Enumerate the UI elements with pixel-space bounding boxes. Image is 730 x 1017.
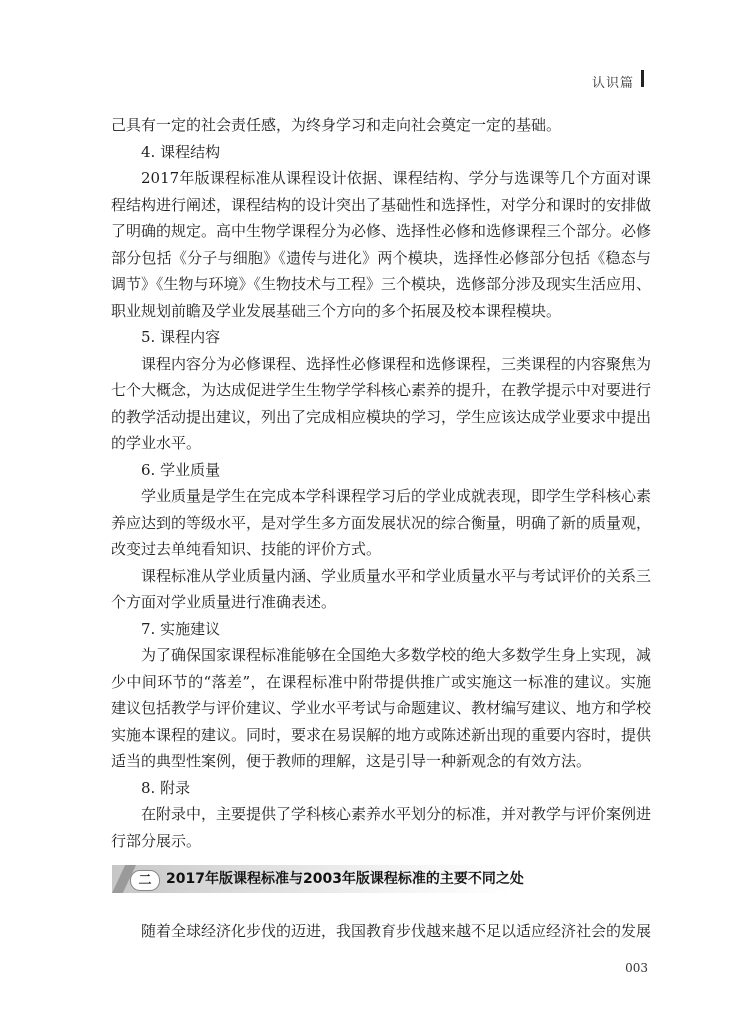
heading-implementation: 7. 实施建议 [141,619,221,638]
heading-appendix: 8. 附录 [141,778,191,797]
section-banner [112,865,524,893]
paragraph: 为了确保国家课程标准能够在全国绝大多数学校的绝大多数学生身上实现，减少中间环节的“落差”，在课程标准中附带提供推广或实施这一标准的建议。实施建议包括教学与评价建议、学业水平考试与命题建议、教材编写建议、地方和学校实施本课程的建议。同时，要求在易误解的地方或陈述新出现的重要内容时，提供适当的典型性案例，便于教师的理解，这是引导一种新观念的有效方法。 [111,646,652,770]
paragraph: 2017年版课程标准从课程设计依据、课程结构、学分与选课等几个方面对课程结构进行阐述，课程结构的设计突出了基础性和选择性，对学分和课时的安排做了明确的规定。高中生物学课程分为必修、选择性必修和选修课程三个部分。必修部分包括《分子与细胞》《遗传与进化》两个模块，选择性必修部分包括《稳态与调节》《生物与环境》《生物技术与工程》三个模块，选修部分涉及现实生活应用、职业规划前瞻及学业发展基础三个方向的多个拓展及校本课程模块。 [111,169,652,320]
heading-course-content: 5. 课程内容 [141,328,221,346]
heading-course-structure: 4. 课程结构 [141,142,221,161]
paragraph: 课程标准从学业质量内涵、学业质量水平和学业质量水平与考试评价的关系三个方面对学业质量进行准确表述。 [111,566,652,611]
paragraph: 随着全球经济化步伐的迈进，我国教育步伐越来越不足以适应经济社会的发展 [141,922,652,940]
section-title: 2017年版课程标准与2003年版课程标准的主要不同之处 [166,871,524,887]
paragraph: 在附录中，主要提供了学科核心素养水平划分的标准，并对教学与评价案例进行部分展示。 [111,805,652,850]
header-bar [641,70,644,87]
paragraph: 课程内容分为必修课程、选择性必修课程和选修课程，三类课程的内容聚焦为七个大概念，为达成促进学生生物学学科核心素养的提升，在教学提示中对要进行的教学活动提出建议，列出了完成相应模块的学习，学生应该达成学业要求中提出的学业水平。 [111,354,652,452]
section-number: 二 [130,870,160,891]
paragraph: 学业质量是学生在完成本学科课程学习后的学业成就表现，即学生学科核心素养应达到的等级水平，是对学生多方面发展状况的综合衡量，明确了新的质量观，改变过去单纯看知识、技能的评价方式。 [111,487,652,558]
page-number: 003 [625,961,648,975]
heading-academic-quality: 6. 学业质量 [141,460,221,479]
section-tag: 认识篇 [591,76,634,91]
paragraph: 己具有一定的社会责任感，为终身学习和走向社会奠定一定的基础。 [111,116,562,134]
body-text [111,112,651,854]
